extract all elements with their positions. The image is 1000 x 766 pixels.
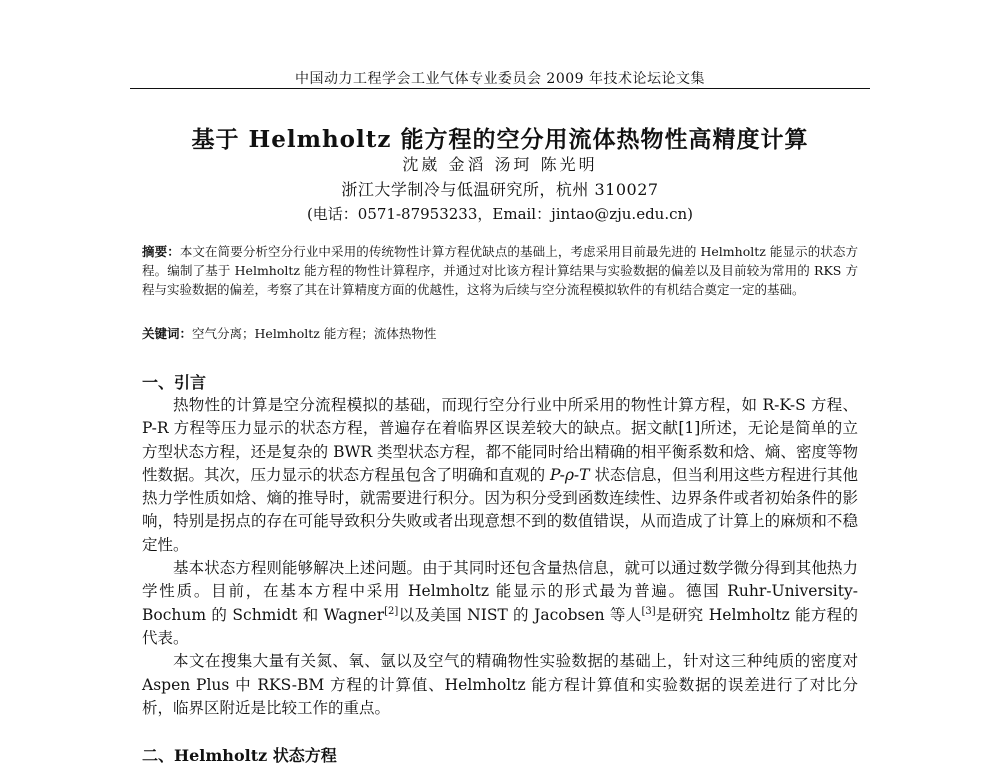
- paragraph: 基本状态方程则能够解决上述问题。由于其同时还包含量热信息，就可以通过数学微分得到其他热力学性质。目前，在基本方程中采用 Helmholtz 能显示的形式最为普遍。德国 Ruhr-University- Bochum 的 Schmidt 和 Wagner[2]以及美国 NIST 的 Jacobsen 等人[3]是研究 Helmholtz 能方程的代表。: [142, 559, 858, 647]
- section-heading-intro: 一、引言: [142, 373, 207, 392]
- citation-ref: [3]: [641, 605, 656, 617]
- contact-info: (电话：0571-87953233，Email：jintao@zju.edu.cn): [306, 205, 694, 223]
- abstract-label: 摘要：: [142, 244, 180, 259]
- citation-ref: [2]: [384, 605, 399, 617]
- keywords: [142, 324, 436, 342]
- section-heading-helmholtz: 二、Helmholtz 状态方程: [142, 746, 337, 765]
- keywords-text: 空气分离；Helmholtz 能方程；流体热物性: [192, 326, 437, 341]
- paper-title: 基于 Helmholtz 能方程的空分用流体热物性高精度计算: [191, 126, 809, 153]
- authors: 沈崴 金滔 汤珂 陈光明: [402, 155, 598, 174]
- ppt-variable: P-ρ-T: [550, 465, 590, 484]
- keywords-label: 关键词：: [142, 326, 193, 341]
- paragraph: 本文在搜集大量有关氮、氧、氩以及空气的精确物性实验数据的基础上，针对这三种纯质的密度对 Aspen Plus 中 RKS-BM 方程的计算值、Helmholtz 能方程计算值和实验数据的误差进行了对比分析，临界区附近是比较工作的重点。: [142, 652, 858, 717]
- header-rule: [130, 88, 870, 89]
- abstract-text: 本文在简要分析空分行业中采用的传统物性计算方程优缺点的基础上，考虑采用目前最先进的 Helmholtz 能显示的状态方程。编制了基于 Helmholtz 能方程的物性计算程序，并通过对比该方程计算结果与实验数据的偏差以及目前较为常用的 RKS 方程与实验数据的偏差，考察了其在计算精度方面的优越性，这将为后续与空分流程模拟软件的有机结合奠定一定的基础。: [142, 244, 858, 297]
- running-header: 中国动力工程学会工业气体专业委员会 2009 年技术论坛论文集: [294, 71, 706, 87]
- paragraph: 热物性的计算是空分流程模拟的基础，而现行空分行业中所采用的物性计算方程，如 R-K-S 方程、P-R 方程等压力显示的状态方程，普遍存在着临界区误差较大的缺点。据文献[1]所述，无论是简单的立方型状态方程，还是复杂的 BWR 类型状态方程，都不能同时给出精确的相平衡系数和焓、熵、密度等物性数据。其次，压力显示的状态方程虽包含了明确和直观的 P-ρ-T 状态信息，但当利用这些方程进行其他热力学性质如焓、熵的推导时，就需要进行积分。因为积分受到函数连续性、边界条件或者初始条件的影响，特别是拐点的存在可能导致积分失败或者出现意想不到的数值错误，从而造成了计算上的麻烦和不稳定性。: [142, 396, 858, 554]
- abstract: [142, 242, 858, 299]
- affiliation: 浙江大学制冷与低温研究所，杭州 310027: [341, 180, 659, 199]
- section-body-intro: [142, 394, 858, 720]
